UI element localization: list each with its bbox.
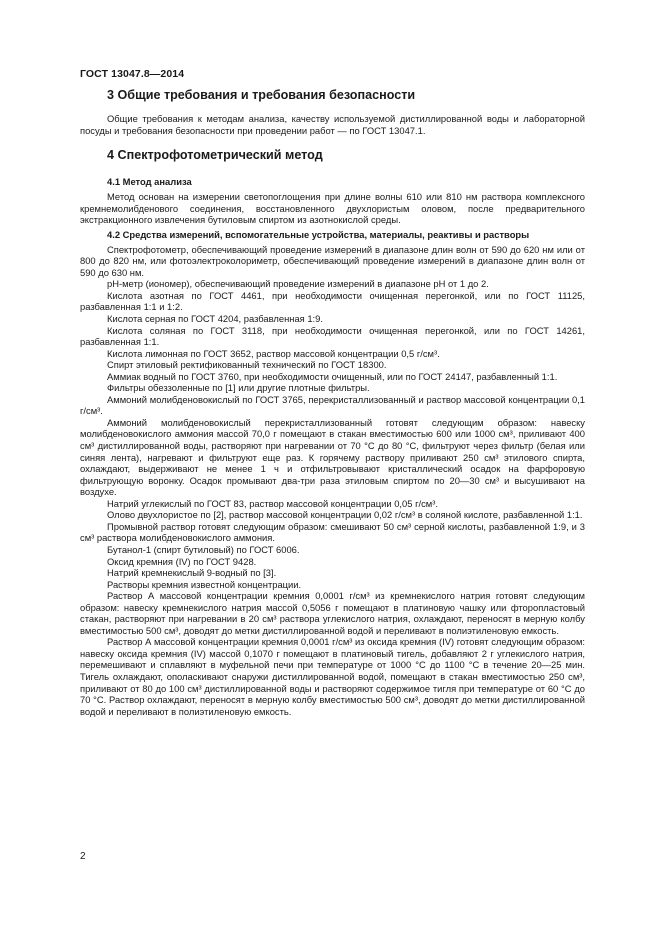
paragraph: Раствор А массовой концентрации кремния 0,0001 г/см³ из кремнекислого натрия готовят следующим образом: навеску кремнекислого натрия массой 0,5056 г помещают в платиновую чашку или фторопластовый стакан, растворяют при нагревании в 20 см³ раствора углекислого натрия, охлаждают, переносят в мерную колбу вместимостью 500 см³, доводят до метки дистиллированной водой и переливают в полиэтиленовую емкость. [80, 590, 585, 636]
paragraph: Аммоний молибденовокислый перекристаллизованный готовят следующим образом: навеску молибденовокислого аммония массой 70,0 г помещают в стакан вместимостью 600 или 1000 см³, приливают 400 см³ дистиллированной воды, растворяют при нагревании от 70 °С до 80 °С, фильтруют через фильтр (белая или синяя лента), нагревают и фильтруют еще раз. К горячему раствору приливают 250 см³ этилового спирта, охлаждают, выдерживают не менее 1 ч и отфильтровывают кристаллический осадок на фарфоровую фильтрующую воронку. Осадок промывают два-три раза этиловым спиртом по 20—30 см³ и высушивают на воздухе. [80, 416, 585, 498]
paragraph: Кислота серная по ГОСТ 4204, разбавленная 1:9. [107, 313, 323, 325]
paragraph: Кислота соляная по ГОСТ 3118, при необходимости очищенная перегонкой, или по ГОСТ 14261, разбавленная 1:1. [80, 324, 585, 348]
paragraph: Кислота лимонная по ГОСТ 3652, раствор массовой концентрации 0,5 г/см³. [107, 347, 440, 359]
paragraph: Оксид кремния (IV) по ГОСТ 9428. [107, 555, 257, 567]
paragraph: Кислота азотная по ГОСТ 4461, при необходимости очищенная перегонкой, или по ГОСТ 11125, разбавленная 1:1 и 1:2. [80, 289, 585, 313]
page-number: 2 [80, 851, 86, 862]
page-content [80, 88, 585, 717]
paragraph: Натрий углекислый по ГОСТ 83, раствор массовой концентрации 0,05 г/см³. [107, 497, 438, 509]
paragraph: Спирт этиловый ректификованный технический по ГОСТ 18300. [107, 359, 387, 371]
paragraph: Промывной раствор готовят следующим образом: смешивают 50 см³ серной кислоты, разбавленной 1:9, и 3 см³ раствора молибденовокислого аммония. [80, 520, 585, 544]
document-code-header: ГОСТ 13047.8—2014 [80, 68, 185, 80]
subsection-4-1-text: Метод основан на измерении светопоглощения при длине волны 610 или 810 нм раствора комплексного кремнемолибденового соединения, восстановленного двухлористым оловом, после предварительного экстракционного извлечения бутиловым спиртом из азотнокислой среды. [80, 191, 585, 226]
subsection-4-2-heading: 4.2 Средства измерений, вспомогательные устройства, материалы, реактивы и растворы [107, 228, 530, 240]
paragraph: Аммиак водный по ГОСТ 3760, при необходимости очищенный, или по ГОСТ 24147, разбавленный 1:1. [107, 370, 558, 382]
paragraph: рН-метр (иономер), обеспечивающий проведение измерений в диапазоне рН от 1 до 2. [107, 278, 489, 290]
paragraph: Растворы кремния известной концентрации. [107, 578, 302, 590]
section-3-text: Общие требования к методам анализа, качеству используемой дистиллированной воды и лабораторной посуды и требования безопасности при проведении работ — по ГОСТ 13047.1. [80, 113, 585, 136]
paragraph: Аммоний молибденовокислый по ГОСТ 3765, перекристаллизованный и раствор массовой концентрации 0,1 г/см³. [80, 393, 585, 417]
paragraph: Олово двухлористое по [2], раствор массовой концентрации 0,02 г/см³ в соляной кислоте, разбавленной 1:1. [107, 509, 583, 521]
section-4-heading: 4 Спектрофотометрический метод [107, 148, 323, 163]
paragraph: Бутанол-1 (спирт бутиловый) по ГОСТ 6006. [107, 543, 300, 555]
paragraph: Раствор А массовой концентрации кремния 0,0001 г/см³ из оксида кремния (IV) готовят следующим образом: навеску оксида кремния (IV) массой 0,1070 г помещают в платиновый тигель, добавляют 2 г углекислого натрия, перемешивают и сплавляют в муфельной печи при температуре от 1000 °С до 1100 °С в течение 20—25 мин. Тигель охлаждают, ополаскивают снаружи дистиллированной водой, помещают в стакан вместимостью 250 см³, приливают от 80 до 100 см³ дистиллированной воды и растворяют содержимое тигля при температуре от 60 °С до 70 °С. Раствор охлаждают, переносят в мерную колбу вместимостью 500 см³, доводят до метки дистиллированной водой и переливают в полиэтиленовую емкость. [80, 636, 585, 717]
paragraph: Фильтры обеззоленные по [1] или другие плотные фильтры. [107, 382, 370, 394]
section-3-heading: 3 Общие требования и требования безопасности [107, 88, 416, 102]
subsection-4-1-heading: 4.1 Метод анализа [107, 176, 192, 188]
paragraph: Спектрофотометр, обеспечивающий проведение измерений в диапазоне длин волн от 590 до 620 нм или от 800 до 820 нм, или фотоэлектроколориметр, обеспечивающий проведение измерений в диапазоне длин волн от 590 до 630 нм. [80, 243, 585, 278]
paragraph: Натрий кремнекислый 9-водный по [3]. [107, 567, 277, 579]
